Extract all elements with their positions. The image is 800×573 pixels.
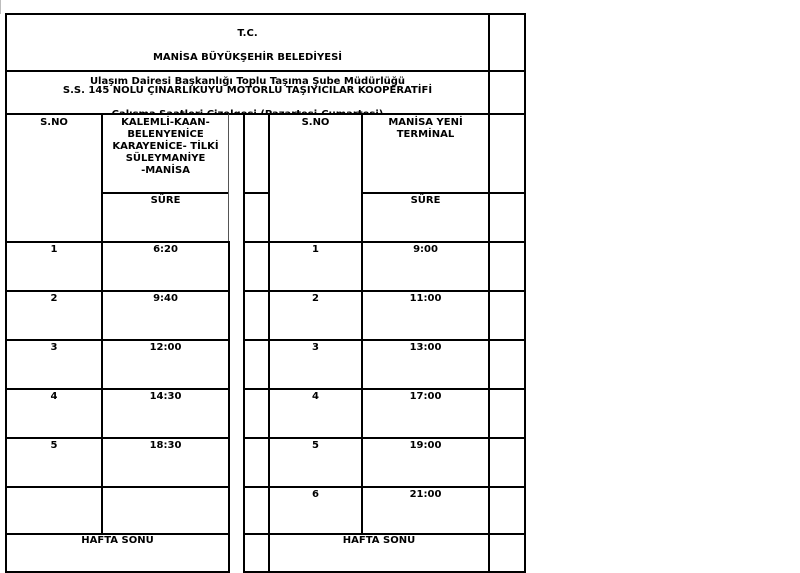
right-row-time: 13:00 <box>409 342 442 353</box>
table-row-side-cell <box>488 241 526 292</box>
table-row-gap-cell <box>243 241 270 292</box>
right-sno-header-cell <box>268 113 363 243</box>
left-route-label: KALEMLİ-KAAN- BELENYENİCE KARAYENİCE- TİLKİ SÜLEYMANİYE -MANİSA <box>112 117 219 176</box>
table-row-gap-cell <box>243 339 270 390</box>
right-row-number: 1 <box>312 244 319 255</box>
table-row-gap-cell <box>243 486 270 537</box>
left-weekend-label: HAFTA SONU <box>81 535 154 546</box>
right-row-time: 9:00 <box>413 244 438 255</box>
side-sure-cell <box>488 192 526 243</box>
right-route-label: MANİSA YENİ TERMİNAL <box>388 117 463 140</box>
side-header-cell <box>488 113 526 194</box>
footer-gap-cell <box>243 533 270 573</box>
right-weekend-label: HAFTA SONU <box>342 535 416 546</box>
window-edge-marker <box>0 0 1 14</box>
gap-column-b-top <box>243 113 270 194</box>
right-row-time: 11:00 <box>409 293 442 304</box>
left-row-number: 4 <box>50 391 58 402</box>
left-row-time: 14:30 <box>149 391 182 402</box>
right-sno-label: S.NO <box>301 117 330 128</box>
right-row-number: 5 <box>312 440 319 451</box>
table-row-gap-cell <box>243 290 270 341</box>
header-line-department: Ulaşım Dairesi Başkanlığı Toplu Taşıma Şube Müdürlüğü <box>89 76 406 87</box>
table-row-left-no-cell <box>5 486 103 537</box>
footer-side-cell <box>488 533 526 573</box>
left-sno-header-cell <box>5 113 103 243</box>
header-line-tc: T.C. <box>237 28 258 39</box>
right-row-number: 6 <box>312 489 319 500</box>
right-row-number: 2 <box>312 293 319 304</box>
table-row-side-cell <box>488 339 526 390</box>
right-row-number: 4 <box>312 391 319 402</box>
right-sure-label: SÜRE <box>410 195 441 206</box>
left-row-number: 2 <box>50 293 58 304</box>
left-row-time: 12:00 <box>149 342 182 353</box>
left-sno-label: S.NO <box>40 117 68 128</box>
right-row-time: 17:00 <box>409 391 442 402</box>
right-row-time: 21:00 <box>409 489 442 500</box>
table-row-side-cell <box>488 388 526 439</box>
table-row-gap-cell <box>243 388 270 439</box>
table-row-left-time-cell <box>101 486 230 537</box>
table-row-side-cell <box>488 486 526 537</box>
header-line-municipality: MANİSA BÜYÜKŞEHİR BELEDİYESİ <box>152 52 343 63</box>
left-row-time: 18:30 <box>149 440 182 451</box>
gap-column-b-sure <box>243 192 270 243</box>
left-row-time: 9:40 <box>153 293 178 304</box>
table-row-gap-cell <box>243 437 270 488</box>
cooperative-title: S.S. 145 NOLU ÇINARLIKUYU MOTORLU TAŞIYICILAR KOOPERATİFİ <box>62 85 433 96</box>
header-side-cell <box>488 13 526 72</box>
left-row-number: 1 <box>50 244 58 255</box>
right-row-time: 19:00 <box>409 440 442 451</box>
left-row-time: 6:20 <box>153 244 178 255</box>
left-row-number: 3 <box>50 342 58 353</box>
table-row-side-cell <box>488 437 526 488</box>
left-row-number: 5 <box>50 440 58 451</box>
left-sure-label: SÜRE <box>150 195 181 206</box>
table-row-side-cell <box>488 290 526 341</box>
right-row-number: 3 <box>312 342 319 353</box>
subheader-side-cell <box>488 70 526 115</box>
